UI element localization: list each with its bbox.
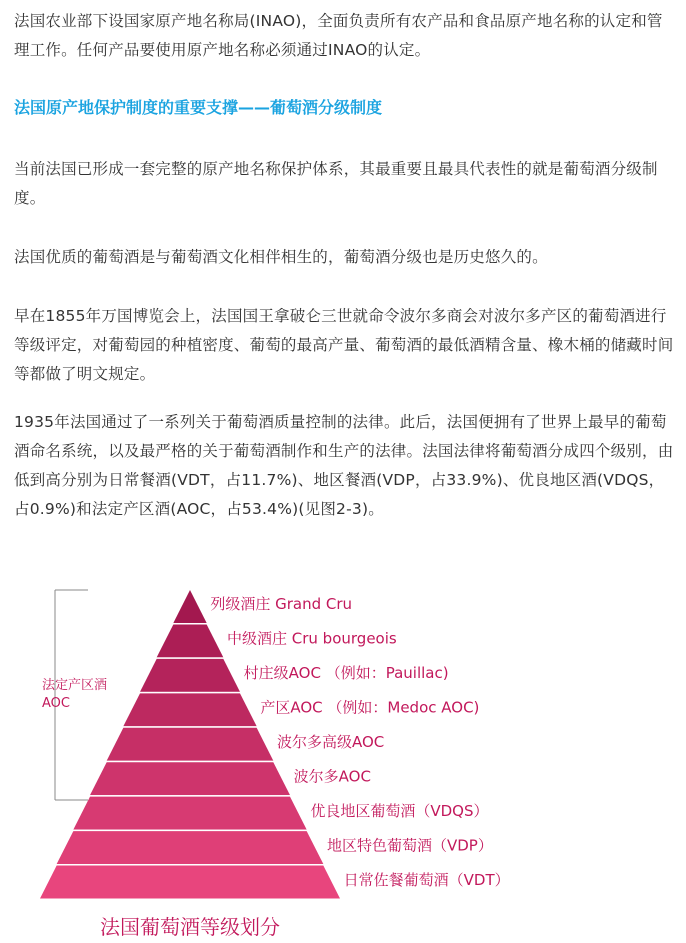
pyramid-tier-4	[123, 693, 256, 726]
pyramid-tier-9	[40, 866, 340, 899]
tier-label-8: 地区特色葡萄酒（VDP）	[327, 836, 493, 855]
tier-label-5: 波尔多高级AOC	[277, 733, 385, 751]
body-paragraph-1: 当前法国已形成一套完整的原产地名称保护体系，其最重要且最具代表性的就是葡萄酒分级制度。	[14, 160, 658, 207]
figure-caption: 法国葡萄酒等级划分	[100, 915, 280, 939]
pyramid-tier-8	[57, 831, 324, 864]
pyramid-tier-7	[73, 797, 306, 830]
pyramid-tier-2	[157, 624, 224, 657]
tier-label-3: 村庄级AOC （例如：Pauillac)	[243, 664, 449, 683]
pyramid-tier-6	[90, 762, 290, 795]
body-paragraph-2: 法国优质的葡萄酒是与葡萄酒文化相伴相生的，葡萄酒分级也是历史悠久的。	[14, 248, 548, 266]
tier-label-9: 日常佐餐葡萄酒（VDT）	[343, 870, 510, 889]
tier-label-1: 列级酒庄 Grand Cru	[210, 595, 353, 614]
pyramid-tier-1	[173, 590, 206, 623]
wine-classification-pyramid	[0, 560, 686, 943]
tier-label-2: 中级酒庄 Cru bourgeois	[227, 629, 397, 648]
body-paragraph-4: 1935年法国通过了一系列关于葡萄酒质量控制的法律。此后，法国便拥有了世界上最早的葡萄酒命名系统，以及最严格的关于葡萄酒制作和生产的法律。法国法律将葡萄酒分成四个级别，由低到高分别为日常餐酒(VDT，占11.7%)、地区餐酒(VDP，占33.9%)、优良地区酒(VDQS，占0.9%)和法定产区酒(AOC，占53.4%)(见图2-3)。	[14, 413, 674, 518]
bracket-label-line2: AOC	[42, 696, 70, 711]
tier-label-6: 波尔多AOC	[293, 767, 371, 786]
pyramid-tier-5	[107, 728, 274, 761]
intro-paragraph: 法国农业部下设国家原产地名称局(INAO)，全面负责所有农产品和食品原产地名称的认定和管理工作。任何产品要使用原产地名称必须通过INAO的认定。	[14, 12, 663, 59]
bracket-label-line1: 法定产区酒	[42, 678, 108, 693]
body-paragraph-3: 早在1855年万国博览会上，法国国王拿破仑三世就命令波尔多商会对波尔多产区的葡萄酒进行等级评定，对葡萄园的种植密度、葡萄的最高产量、葡萄酒的最低酒精含量、橡木桶的储藏时间等都做了明文规定。	[14, 307, 674, 383]
aoc-bracket	[55, 590, 88, 800]
tier-label-7: 优良地区葡萄酒（VDQS）	[310, 801, 489, 820]
section-heading: 法国原产地保护制度的重要支撑——葡萄酒分级制度	[14, 98, 383, 117]
pyramid-tier-3	[140, 659, 240, 692]
tier-label-4: 产区AOC （例如：Medoc AOC)	[260, 698, 480, 717]
